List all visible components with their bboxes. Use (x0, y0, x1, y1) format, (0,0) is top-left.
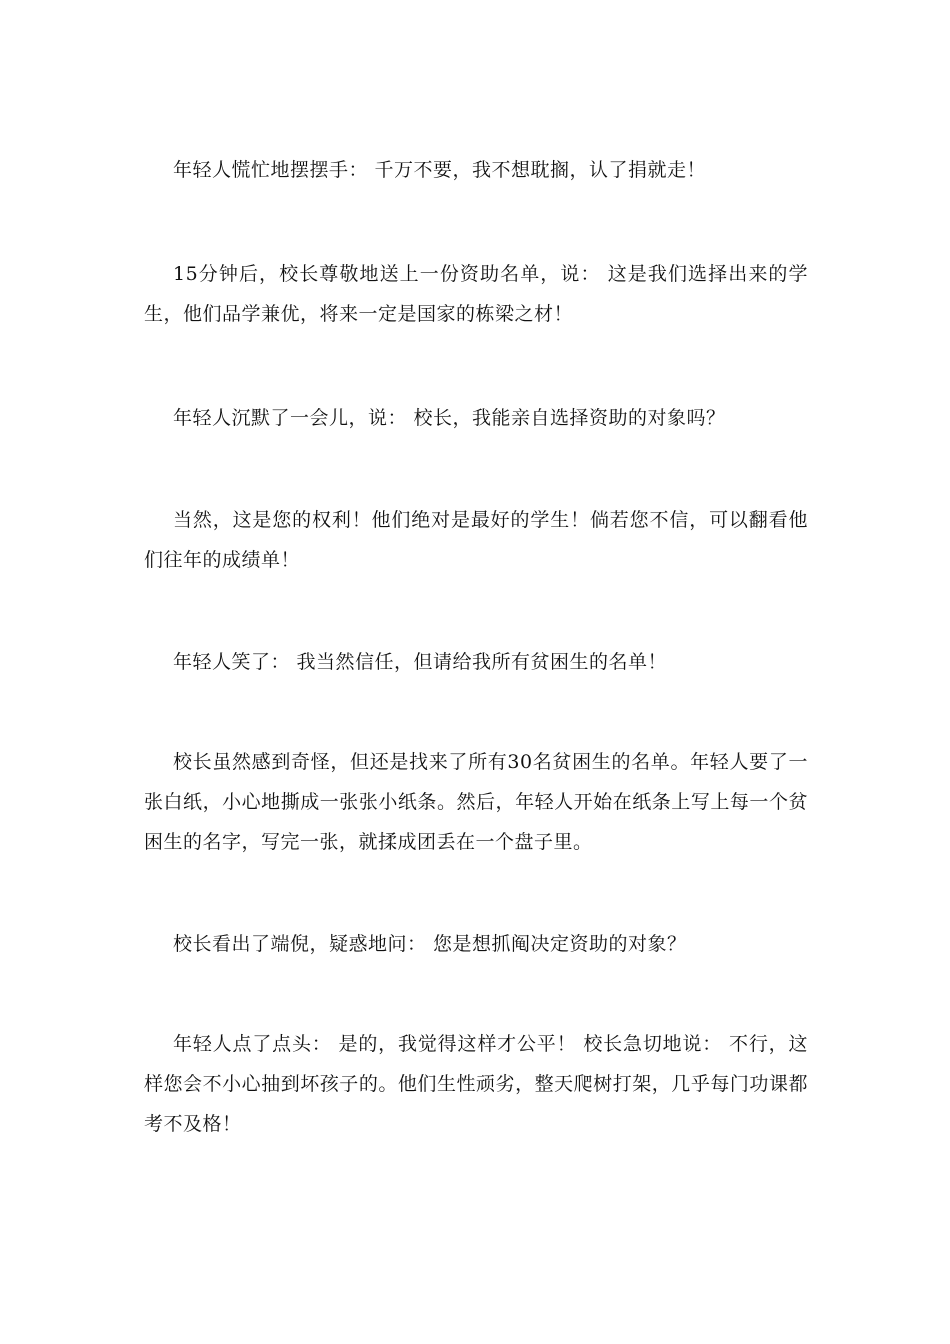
paragraph: 年轻人点了点头： 是的，我觉得这样才公平！ 校长急切地说： 不行，这样您会不小心抽到坏孩子的。他们生性顽劣，整天爬树打架，几乎每门功课都考不及格！ (144, 1033, 808, 1135)
paragraph: 年轻人笑了： 我当然信任，但请给我所有贫困生的名单！ (173, 651, 668, 673)
paragraph: 年轻人慌忙地摆摆手： 千万不要，我不想耽搁，认了捐就走！ (173, 159, 707, 181)
paragraph: 校长看出了端倪，疑惑地问： 您是想抓阄决定资助的对象？ (173, 933, 687, 955)
paragraph: 校长虽然感到奇怪，但还是找来了所有30名贫困生的名单。年轻人要了一张白纸，小心地撕成一张张小纸条。然后，年轻人开始在纸条上写上每一个贫困生的名字，写完一张，就揉成团丢在一个盘子里。 (144, 751, 808, 853)
paragraph: 年轻人沉默了一会儿，说： 校长，我能亲自选择资助的对象吗？ (173, 407, 726, 429)
paragraph: 15分钟后，校长尊敬地送上一份资助名单，说： 这是我们选择出来的学生，他们品学兼优，将来一定是国家的栋梁之材！ (144, 263, 808, 325)
paragraph: 当然，这是您的权利！他们绝对是最好的学生！倘若您不信，可以翻看他们往年的成绩单！ (144, 509, 808, 571)
